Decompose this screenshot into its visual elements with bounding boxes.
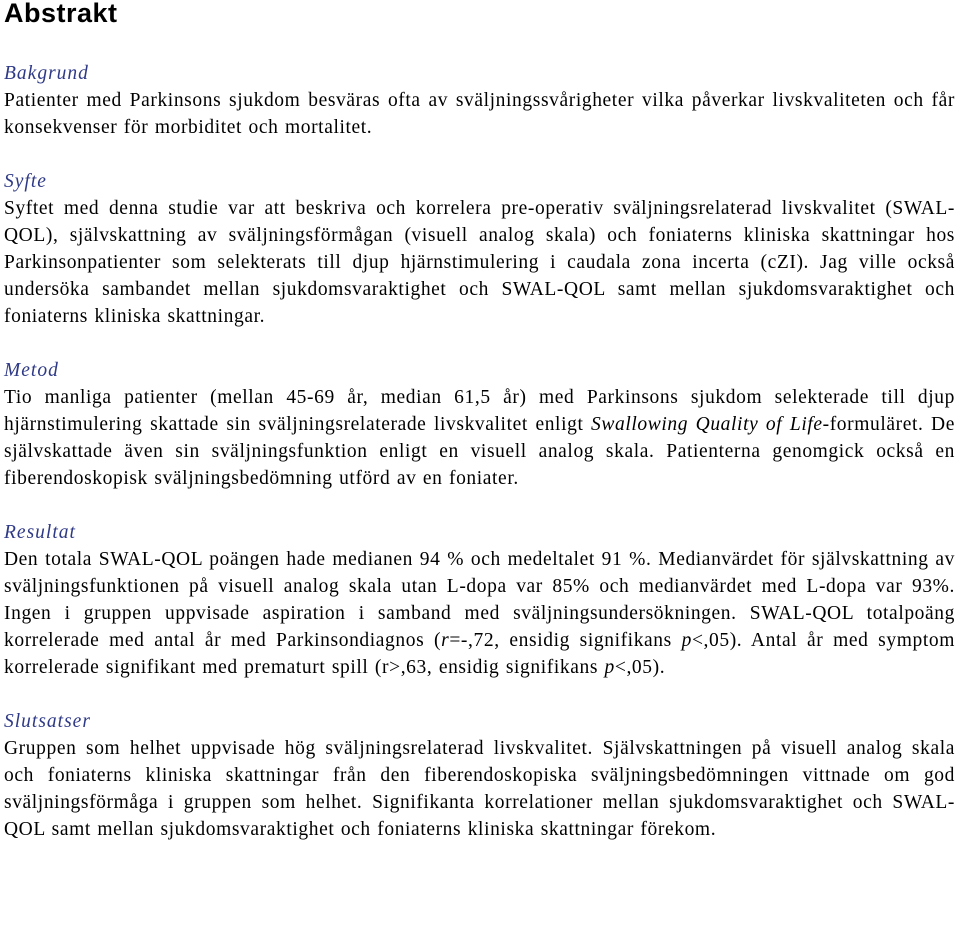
section-text-bakgrund: Patienter med Parkinsons sjukdom besväras ofta av sväljningssvårigheter vilka påverkar livskvaliteten och får konsekvenser för morbiditet och mortalitet. [4,90,955,138]
resultat-text-part: Den totala SWAL-QOL poängen hade medianen 94 % och medeltalet 91 %. Medianvärdet för självskattning av sväljningsfunktionen på visuell analog skala utan L-dopa var 85% och medianvärdet med L-dopa var 93%. Ingen i gruppen uppvisade aspiration i samband med sväljningsundersökningen. SWAL-QOL totalpoäng korrelerade med antal år med Parkinsondiagnos ( [4,549,955,651]
section-heading-slutsatser: Slutsatser [4,711,91,732]
resultat-text-part: <,05). [614,657,666,678]
page-title: Abstrakt [4,0,118,28]
section-text-syfte: Syftet med denna studie var att beskriva och korrelera pre-operativ sväljningsrelaterad livskvalitet (SWAL-QOL), självskattning av sväljningsförmågan (visuell analog skala) och foniaterns kliniska skattningar hos Parkinsonpatienter som selekterats till djup hjärnstimulering i caudala zona incerta (cZI). Jag ville också undersöka sambandet mellan sjukdomsvaraktighet och SWAL-QOL samt mellan sjukdomsvaraktighet och foniaterns kliniska skattningar. [4,198,955,327]
section-resultat [4,519,955,681]
section-spacer [4,330,955,357]
section-heading-bakgrund: Bakgrund [4,63,89,84]
stat-symbol-p: p [604,657,615,678]
section-heading-resultat: Resultat [4,522,76,543]
stat-symbol-r: r [441,630,450,651]
section-heading-metod: Metod [4,360,59,381]
section-text-metod [4,384,955,492]
stat-symbol-p: p [681,630,692,651]
section-spacer [4,681,955,708]
section-syfte [4,168,955,330]
section-spacer [4,141,955,168]
section-slutsatser [4,708,955,843]
resultat-text-part: =-,72, ensidig signifikans [449,630,682,651]
questionnaire-name: Swallowing Quality of Life [591,414,823,435]
metod-text-part: -formuläret. De självskattade även sin sväljningsfunktion enligt en visuell analog skala. Patienterna genomgick också en fiberendoskopisk sväljningsbedömning utförd av en foniater. [4,414,955,489]
section-text-resultat [4,546,955,681]
section-heading-syfte: Syfte [4,171,47,192]
section-text-slutsatser: Gruppen som helhet uppvisade hög sväljningsrelaterad livskvalitet. Självskattningen på visuell analog skala och foniaterns kliniska skattningar från den fiberendoskopiska sväljningsbedömningen vittnade om god sväljningsförmåga i gruppen som helhet. Signifikanta korrelationer mellan sjukdomsvaraktighet och SWAL-QOL samt mellan sjukdomsvaraktighet och foniaterns kliniska skattningar förekom. [4,738,955,840]
section-bakgrund [4,60,955,141]
resultat-text-part: <,05). Antal år med symptom korrelerade signifikant med prematurt spill (r>,63, ensidig signifikans [4,630,955,678]
section-spacer [4,492,955,519]
metod-text-part: Tio manliga patienter (mellan 45-69 år, median 61,5 år) med Parkinsons sjukdom selekterade till djup hjärnstimulering skattade sin sväljningsrelaterade livskvalitet enligt [4,387,955,435]
section-metod [4,357,955,492]
